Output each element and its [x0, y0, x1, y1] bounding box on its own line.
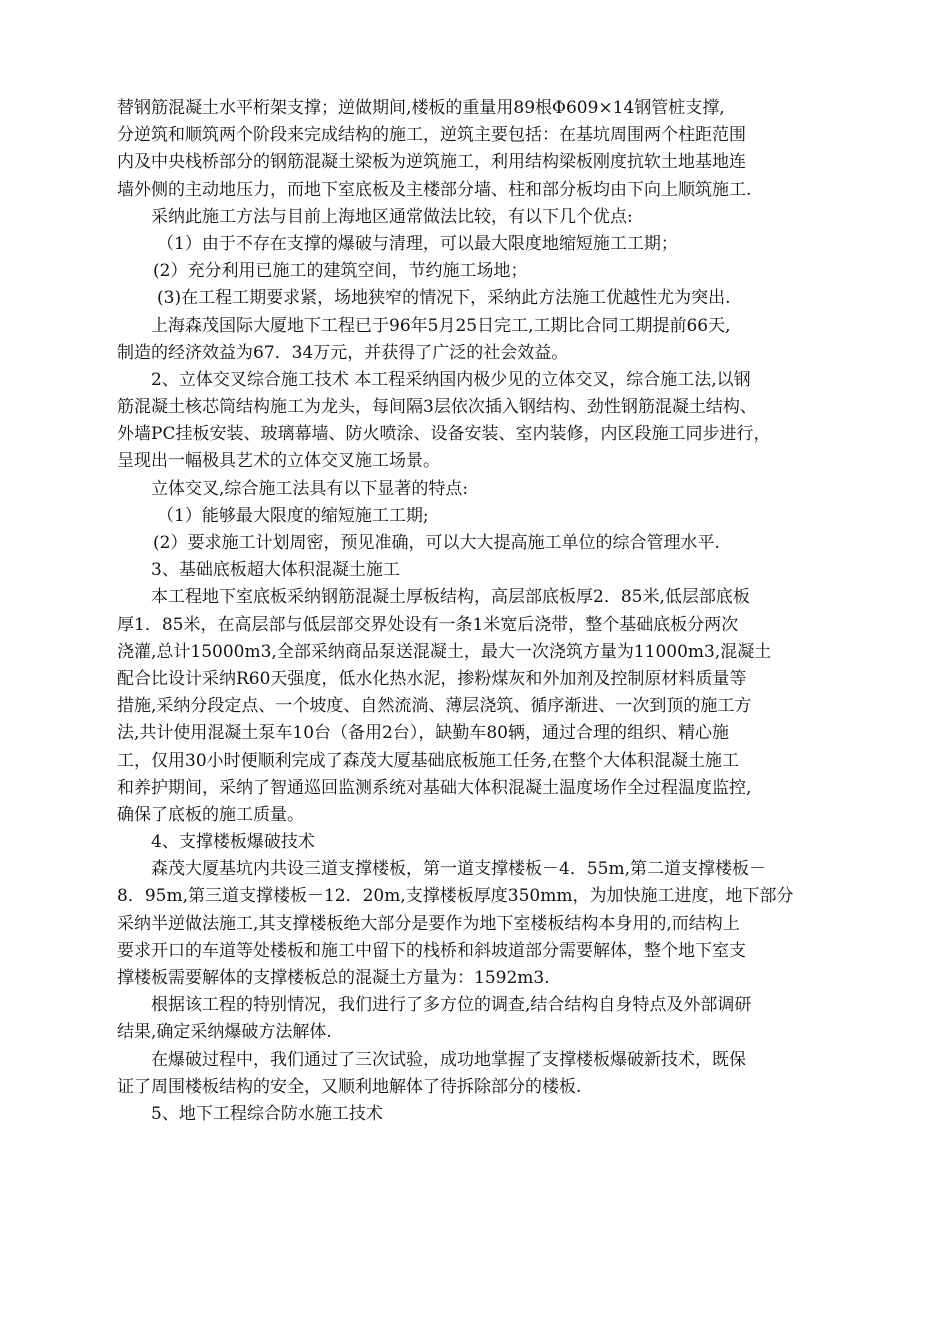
section-heading: 4、支撑楼板爆破技术 — [151, 832, 315, 853]
text-line: 内及中央栈桥部分的钢筋混凝土梁板为逆筑施工，利用结构梁板刚度抗软土地基地连 — [117, 152, 746, 173]
text-line: 墙外侧的主动地压力，而地下室底板及主楼部分墙、柱和部分板均由下向上顺筑施工. — [117, 179, 752, 200]
text-line: 8．95m,第三道支撑楼板－12．20m,支撑楼板厚度350mm，为加快施工进度，地下部分 — [117, 886, 794, 907]
list-item: （1）能够最大限度的缩短施工工期; — [157, 505, 429, 526]
text-line: 采纳此施工方法与目前上海地区通常做法比较，有以下几个优点: — [151, 206, 633, 227]
text-line: 厚1．85米，在高层部与低层部交界处设有一条1米宽后浇带，整个基础底板分两次 — [117, 614, 739, 635]
text-line: 措施,采纳分段定点、一个坡度、自然流淌、薄层浇筑、循序渐进、一次到顶的施工方 — [117, 696, 752, 717]
text-line: 确保了底板的施工质量。 — [117, 804, 304, 825]
text-line: 在爆破过程中，我们通过了三次试验，成功地掌握了支撑楼板爆破新技术，既保 — [151, 1049, 746, 1070]
text-line: 采纳半逆做法施工,其支撑楼板绝大部分是要作为地下室楼板结构本身用的,而结构上 — [117, 913, 740, 934]
text-line: 结果,确定采纳爆破方法解体. — [117, 1022, 332, 1043]
list-item: (2）充分利用已施工的建筑空间，节约施工场地； — [153, 261, 528, 282]
text-line: 撑楼板需要解体的支撑楼板总的混凝土方量为：1592m3. — [117, 968, 550, 988]
list-item: （1）由于不存在支撑的爆破与清理，可以最大限度地缩短施工工期； — [157, 233, 678, 254]
list-item: (2）要求施工计划周密，预见准确，可以大大提高施工单位的综合管理水平. — [153, 533, 720, 553]
text-line: 呈现出一幅极具艺术的立体交叉施工场景。 — [117, 451, 440, 472]
text-line: 制造的经济效益为67．34万元，并获得了广泛的社会效益。 — [117, 342, 569, 363]
text-line: 立体交叉,综合施工法具有以下显著的特点: — [151, 478, 469, 499]
text-line: 证了周围楼板结构的安全，又顺利地解体了待拆除部分的楼板. — [117, 1076, 582, 1097]
text-line: 外墙PC挂板安装、玻璃幕墙、防火喷涂、设备安装、室内装修，内区段施工同步进行， — [117, 424, 771, 445]
text-line: 本工程地下室底板采纳钢筋混凝土厚板结构，高层部底板厚2．85米,低层部底板 — [151, 587, 750, 608]
section-heading: 5、地下工程综合防水施工技术 — [151, 1103, 383, 1124]
text-line: 上海森茂国际大厦地下工程已于96年5月25日完工,工期比合同工期提前66天, — [151, 315, 731, 336]
text-line: 根据该工程的特别情况，我们进行了多方位的调查,结合结构自身特点及外部调研 — [151, 995, 752, 1016]
text-line: 筋混凝土核芯筒结构施工为龙头，每间隔3层依次插入钢结构、劲性钢筋混凝土结构、 — [117, 397, 757, 418]
section-heading: 3、基础底板超大体积混凝土施工 — [151, 560, 400, 581]
text-line: 要求开口的车道等处楼板和施工中留下的栈桥和斜坡道部分需要解体，整个地下室支 — [117, 940, 746, 961]
text-line: 和养护期间，采纳了智通巡回监测系统对基础大体积混凝土温度场作全过程温度监控, — [117, 777, 752, 798]
text-line: 工，仅用30小时便顺利完成了森茂大厦基础底板施工任务,在整个大体积混凝土施工 — [117, 750, 740, 771]
section-heading: 2、立体交叉综合施工技术 本工程采纳国内极少见的立体交叉，综合施工法,以钢 — [151, 369, 751, 390]
text-line: 法,共计使用混凝土泵车10台（备用2台），缺勤车80辆，通过合理的组织、精心施 — [117, 723, 729, 744]
document-page — [117, 95, 833, 1128]
text-line: 分逆筑和顺筑两个阶段来完成结构的施工，逆筑主要包括：在基坑周围两个柱距范围 — [117, 125, 746, 146]
list-item: (3)在工程工期要求紧，场地狭窄的情况下，采纳此方法施工优越性尤为突出. — [157, 288, 731, 309]
text-line: 配合比设计采纳R60天强度，低水化热水泥，掺粉煤灰和外加剂及控制原材料质量等 — [117, 668, 747, 689]
text-line: 森茂大厦基坑内共设三道支撑楼板，第一道支撑楼板－4．55m,第二道支撑楼板－ — [151, 859, 766, 880]
text-line: 替钢筋混凝土水平桁架支撑；逆做期间,楼板的重量用89根Φ609×14钢管桩支撑, — [117, 98, 725, 118]
text-line: 浇灌,总计15000m3,全部采纳商品泵送混凝土，最大一次浇筑方量为11000m3,混凝土 — [117, 641, 772, 662]
